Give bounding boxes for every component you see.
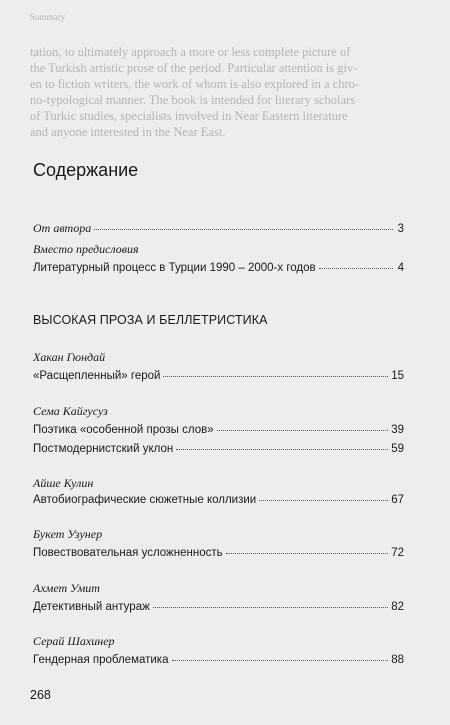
toc-entry-title: Повествовательная усложненность: [33, 547, 223, 559]
toc-entry-from-author[interactable]: [33, 221, 404, 236]
toc-entry-title: От автора: [33, 221, 92, 235]
toc-entry-page: 72: [391, 547, 404, 559]
dot-leader: [176, 449, 388, 450]
bleed-line: no-typological manner. The book is intended for literary scholars: [30, 93, 356, 107]
toc-title: Содержание: [33, 160, 139, 180]
bleed-line: the Turkish artistic prose of the period. Particular attention is giv-: [30, 61, 358, 75]
dot-leader: [226, 553, 389, 554]
toc-entry-page: 67: [391, 494, 404, 506]
toc-entry-title: Литературный процесс в Турции 1990 – 2000-х годов: [33, 262, 316, 274]
toc-entry-page: 59: [391, 443, 404, 455]
toc-entry-autobiographic[interactable]: [33, 494, 404, 506]
dot-leader: [153, 607, 388, 608]
toc-entry-author: Серай Шахинер: [33, 634, 115, 648]
toc-entry-author: Ахмет Умит: [33, 581, 100, 595]
toc-entry-poetics[interactable]: [33, 424, 404, 436]
dot-leader: [172, 660, 389, 661]
bleed-through-header: Summary: [30, 12, 65, 22]
toc-entry-postmodern[interactable]: [33, 443, 404, 455]
dot-leader: [163, 376, 388, 377]
toc-entry-page: 82: [391, 601, 404, 613]
toc-entry-title: Постмодернистский уклон: [33, 443, 174, 455]
toc-entry-page: 3: [397, 223, 404, 235]
toc-entry-page: 15: [391, 370, 404, 382]
toc-entry-title: Детективный антураж: [33, 601, 150, 613]
toc-entry-title: «Расщепленный» герой: [33, 370, 161, 382]
bleed-through-text: [30, 44, 430, 140]
dot-leader: [319, 268, 393, 269]
section-title: ВЫСОКАЯ ПРОЗА И БЕЛЛЕТРИСТИКА: [33, 313, 268, 327]
bleed-line: of Turkic studies, specialists involved in Near Eastern literature: [30, 109, 348, 123]
dot-leader: [217, 430, 389, 431]
toc-entry-detective[interactable]: [33, 601, 404, 613]
toc-entry-page: 88: [391, 654, 404, 666]
toc-entry-title: Поэтика «особенной прозы слов»: [33, 424, 214, 436]
toc-entry-title: Автобиографические сюжетные коллизии: [33, 494, 257, 506]
toc-entry-author: Букет Узунер: [33, 527, 103, 541]
toc-entry-literary-process[interactable]: [33, 262, 404, 274]
toc-entry-author: Вместо предисловия: [33, 242, 139, 256]
toc-entry-page: 39: [391, 424, 404, 436]
toc-entry-title: Гендерная проблематика: [33, 654, 169, 666]
toc-entry-page: 4: [397, 262, 404, 274]
bleed-line: en to fiction writers, the work of whom is also explored in a chro-: [30, 77, 360, 91]
toc-entry-split-hero[interactable]: [33, 370, 404, 382]
dot-leader: [94, 229, 393, 230]
dot-leader: [259, 500, 388, 501]
bleed-line: and anyone interested in the Near East.: [30, 125, 226, 139]
toc-entry-author: Хакан Гюндай: [33, 350, 106, 364]
page-number: 268: [30, 688, 51, 702]
toc-entry-author: Айше Кулин: [33, 476, 94, 490]
bleed-line: tation, to ultimately approach a more or less complete picture of: [30, 45, 351, 59]
toc-entry-narrative[interactable]: [33, 547, 404, 559]
toc-entry-gender[interactable]: [33, 654, 404, 666]
toc-entry-author: Сема Кайгусуз: [33, 404, 108, 418]
